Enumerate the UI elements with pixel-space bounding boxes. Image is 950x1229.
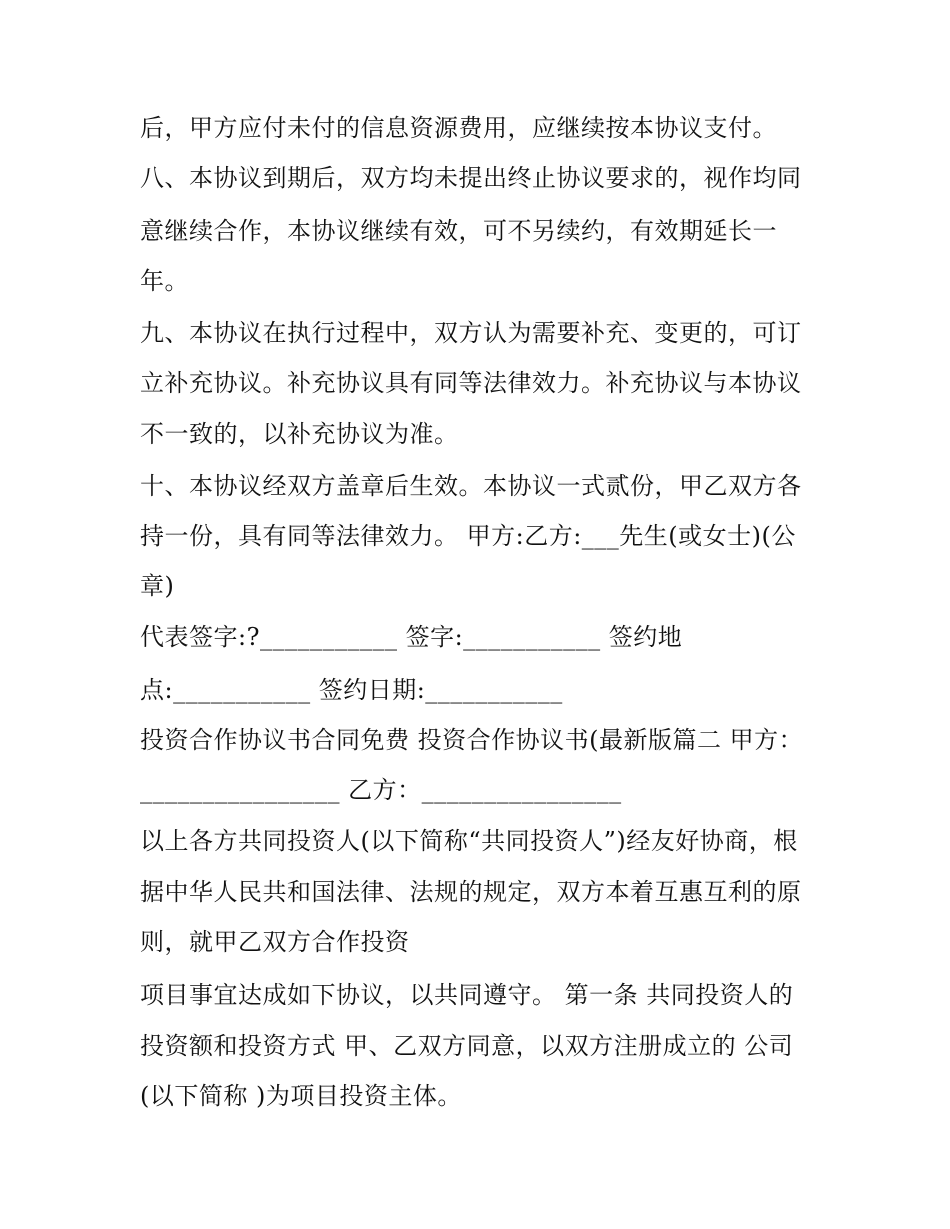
paragraph-line: 意继续合作，本协议继续有效，可不另续约，有效期延长一	[140, 217, 777, 245]
paragraph-line: 章)	[140, 572, 175, 600]
paragraph-line: 立补充协议。补充协议具有同等法律效力。补充协议与本协议	[140, 369, 802, 397]
paragraph-line: 年。	[140, 267, 189, 295]
paragraph-line: 十、本协议经双方盖章后生效。本协议一式贰份，甲乙双方各	[140, 472, 802, 500]
paragraph-line: 投资额和投资方式 甲、乙双方同意，以双方注册成立的 公司	[140, 1032, 794, 1060]
paragraph-line: 以上各方共同投资人(以下简称“共同投资人”)经友好协商，根	[140, 827, 798, 855]
paragraph-line: 项目事宜达成如下协议，以共同遵守。 第一条 共同投资人的	[140, 981, 794, 1009]
paragraph-line: 持一份，具有同等法律效力。 甲方:乙方:___先生(或女士)(公	[140, 522, 796, 550]
signature-line: 点:___________ 签约日期:___________	[140, 676, 563, 704]
paragraph-line: (以下简称 )为项目投资主体。	[140, 1082, 462, 1110]
section-title-line: 投资合作协议书合同免费 投资合作协议书(最新版篇二 甲方：	[140, 726, 804, 754]
paragraph-line: 据中华人民共和国法律、法规的规定，双方本着互惠互利的原	[140, 878, 802, 906]
paragraph-line: 八、本协议到期后，双方均未提出终止协议要求的，视作均同	[140, 164, 802, 192]
party-blanks-line: ________________ 乙方：________________	[140, 776, 622, 804]
paragraph-line: 后，甲方应付未付的信息资源费用，应继续按本协议支付。	[140, 114, 777, 142]
paragraph-line: 九、本协议在执行过程中，双方认为需要补充、变更的，可订	[140, 319, 802, 347]
signature-line: 代表签字:?___________ 签字:___________ 签约地	[140, 623, 683, 651]
paragraph-line: 不一致的，以补充协议为准。	[140, 420, 459, 448]
paragraph-line: 则，就甲乙双方合作投资	[140, 928, 410, 956]
